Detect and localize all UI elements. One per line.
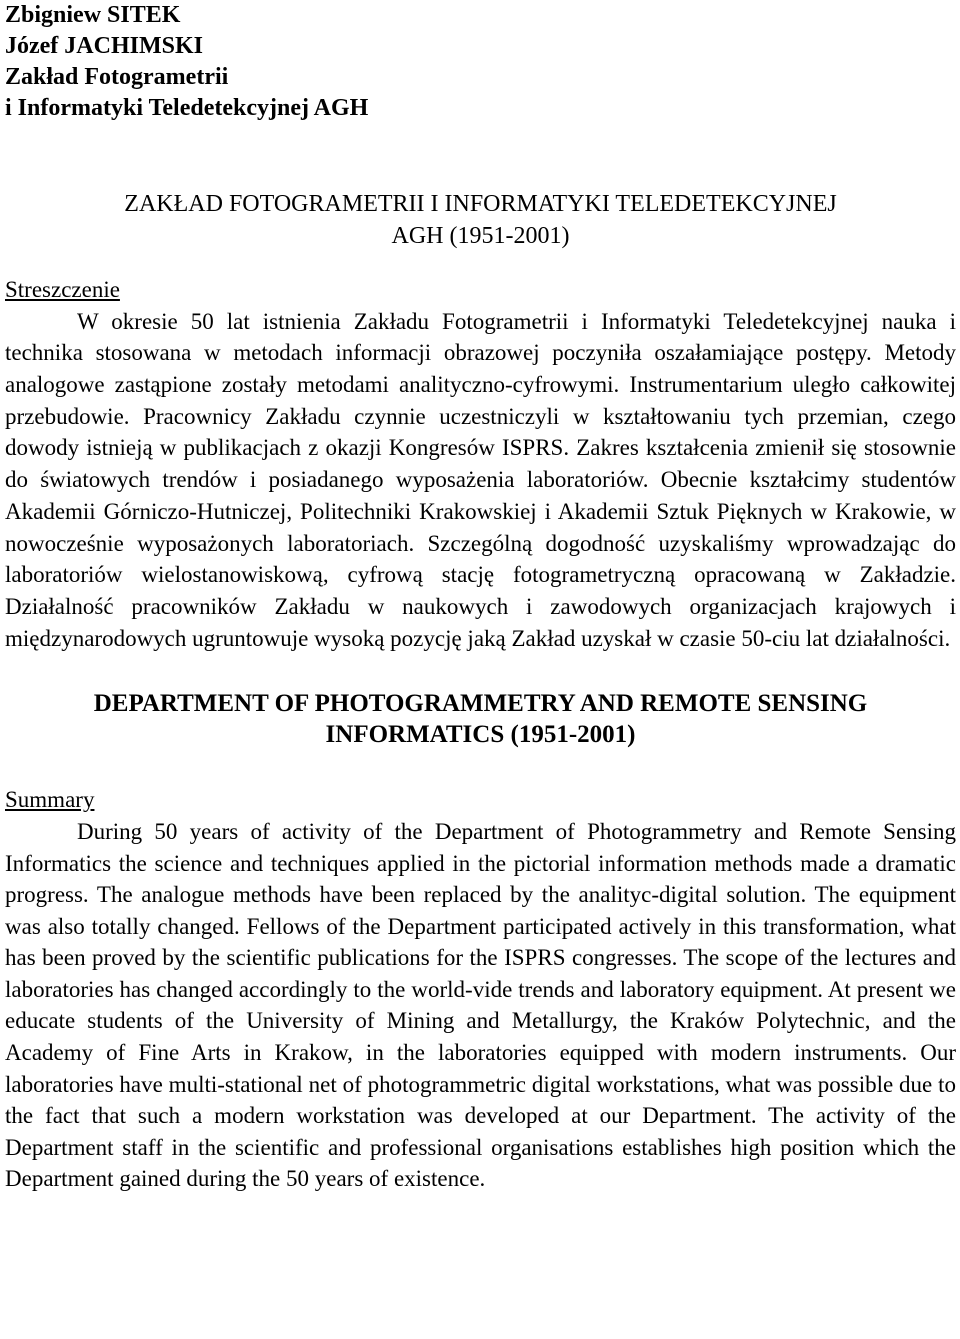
english-title: [5, 688, 956, 750]
polish-title-line: AGH (1951-2001): [391, 223, 570, 249]
summary-label: Summary: [5, 787, 95, 813]
english-title-line: DEPARTMENT OF PHOTOGRAMMETRY AND REMOTE SENSING: [93, 690, 868, 718]
affiliation: Zakład Fotogrametrii: [5, 64, 229, 90]
polish-title: [5, 188, 956, 252]
affiliation: i Informatyki Teledetekcyjnej AGH: [5, 95, 369, 121]
english-title-line: INFORMATICS (1951-2001): [325, 721, 636, 749]
summary-paragraph: [5, 816, 956, 1195]
streszczenie-paragraph: [5, 306, 956, 655]
author-block: [5, 0, 956, 124]
author-name: Zbigniew SITEK: [5, 2, 181, 28]
summary-text: During 50 years of activity of the Department of Photogrammetry and Remote Sensing Informatics the science and techniques applied in the pictorial information methods made a dramatic progress. The analogue methods have been replaced by the analityc-digital solution. The equipment was also totally changed. Fellows of the Department participated actively in this transformation, what has been proved by the scientific publications for the ISPRS congresses. The scope of the lectures and laboratories has changed accordingly to the world-vide trends and laboratory equipment. At present we educate students of the University of Mining and Metallurgy, the Kraków Polytechnic, and the Academy of Fine Arts in Krakow, in the laboratories equipped with modern instruments. Our laboratories have multi-stational net of photogrammetric digital workstations, what was possible due to the fact that such a modern workstation was developed at our Department. The activity of the Department staff in the scientific and professional organisations establishes high position which the Department gained during the 50 years of existence.: [5, 818, 956, 1192]
streszczenie-label: Streszczenie: [5, 277, 120, 302]
polish-title-line: ZAKŁAD FOTOGRAMETRII I INFORMATYKI TELEDETEKCYJNEJ: [124, 191, 837, 217]
author-name: Józef JACHIMSKI: [5, 33, 203, 59]
streszczenie-text: W okresie 50 lat istnienia Zakładu Fotogrametrii i Informatyki Teledetekcyjnej nauka i technika stosowana w metodach informacji obrazowej poczyniła oszałamiające postępy. Metody analogowe zastąpione zostały metodami analityczno-cyfrowymi. Instrumentarium uległo całkowitej przebudowie. Pracownicy Zakładu czynnie uczestniczyli w kształtowaniu tych przemian, czego dowody istnieją w publikacjach z okazji Kongresów ISPRS. Zakres kształcenia zmienił się stosownie do światowych trendów i posiadanego wyposażenia laboratoriów. Obecnie kształcimy studentów Akademii Górniczo-Hutniczej, Politechniki Krakowskiej i Akademii Sztuk Pięknych w Krakowie, w nowocześnie wyposażonych laboratoriach. Szczególną dogodność uzyskaliśmy wprowadzając do laboratoriów wielostanowiskową, cyfrową stację fotogrametryczną opracowaną w Zakładzie. Działalność pracowników Zakładu w naukowych i zawodowych organizacjach krajowych i międzynarodowych ugruntowuje wysoką pozycję jaką Zakład uzyskał w czasie 50-ciu lat działalności.: [5, 308, 956, 651]
